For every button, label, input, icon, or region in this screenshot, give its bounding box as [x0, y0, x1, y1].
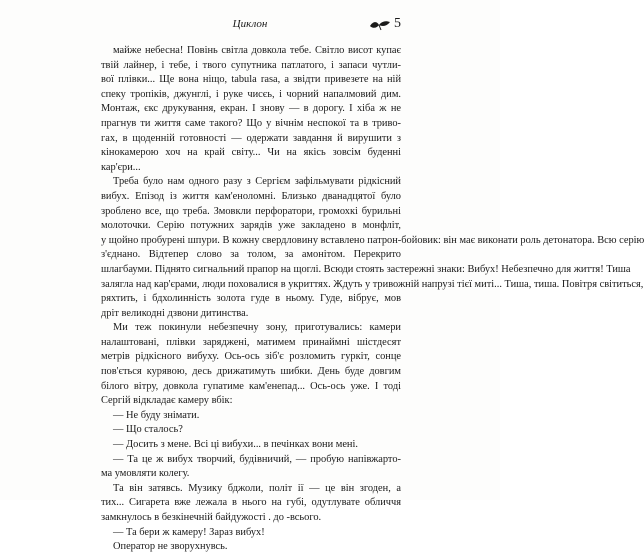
text-line: вої плівки... Ще вона ніщо, tabula rasa, а звідти привезете на ній — [101, 74, 401, 86]
paragraph — [101, 175, 644, 321]
text-line: гах, в щоденній готовності — одержати завдання й вирушити з — [101, 132, 401, 144]
text-line: налаштовані, плівки заряджені, матимем принаймні шістдесят — [101, 336, 401, 348]
text-line: шлагбауми. Піднято сигнальний прапор на щоглі. Всюди стоять застережні знаки: Вибух! Небезпечно для життя! Тиша — [101, 263, 631, 275]
text-line: кінокамерою хоч на край світу... Чи на якісь зовсім буденні — [101, 147, 401, 159]
text-line: білого вітру, довкола гупатиме кам'енепад... Ось-ось уже. І тоді — [101, 380, 401, 392]
text-line: — Що сталось? — [113, 424, 183, 436]
text-line: зроблено все, що треба. Змовкли перфоратори, громохкі бурильні — [101, 205, 401, 217]
paragraph — [101, 321, 401, 409]
text-line: тих... Сигарета вже лежала в нього на губі, одутлувате обличчя — [101, 497, 401, 509]
paragraph — [101, 482, 401, 526]
paragraph — [101, 526, 401, 541]
text-line: у щойно пробурені шпури. В кожну свердловину вставлено патрон-бойовик: він має виконати роль детонатора. Всю серію — [101, 234, 644, 246]
paragraph — [101, 453, 401, 482]
text-line: Оператор не зворухнувсь. — [113, 541, 228, 553]
text-line: майже небесна! Повінь світла довкола тебе. Світло висот купає — [113, 45, 401, 56]
page-number: 5 — [394, 16, 401, 31]
text-line: ма умовляти колегу. — [101, 468, 190, 480]
text-line: залягла над кар'єрами, люди поховалися в укриттях. Ждуть у тривожній напрузі тієї миті... Тиша, тиша. Повітря світиться, — [101, 278, 644, 290]
paragraph — [101, 438, 401, 453]
text-line: — Не буду знімати. — [113, 409, 200, 421]
text-line: кар'єри... — [101, 161, 141, 173]
text-line: Сергій відкладає камеру вбік: — [101, 395, 233, 407]
paragraph — [101, 409, 401, 424]
text-line: метрів рідкісного вибуху. Ось-ось зіб'є розломить гуркіт, сонце — [101, 351, 401, 363]
text-line: Монтаж, єкс друкування, екран. І знову — в дорогу. І хіба ж не — [101, 103, 401, 115]
text-line: замкнулось в безкінечній байдужості . до -всього. — [101, 512, 322, 523]
text-line: Ми теж покинули небезпечну зону, приготувались: камери — [113, 322, 401, 334]
text-line: — Та бери ж камеру! Зараз вибух! — [113, 526, 265, 538]
text-line: пов'ється курявою, десь дрижатимуть шибки. День буде довгим — [101, 366, 401, 378]
leaf-ornament-icon — [369, 19, 391, 31]
text-line: прагнув ти життя саме такого? Що у вічнім неспокої та в триво- — [101, 117, 401, 129]
text-line: — Досить з мене. Всі ці вибухи... в печінках вони мені. — [113, 439, 358, 451]
text-line: Треба було нам одного разу з Сергієм зафільмувати рідкісний — [113, 176, 401, 188]
text-line: твій лайнер, і тебе, і твого супутника патлатого, і запаси чутли- — [101, 59, 401, 71]
text-line: з'єднано. Відтепер слово за толом, за амонітом. Перекрито — [101, 249, 401, 261]
paragraph — [101, 423, 401, 438]
text-line: — Та це ж вибух творчий, будівничий, — пробую напівжарто- — [113, 453, 401, 465]
text-line: дріт великодні дзвони дитинства. — [101, 307, 249, 319]
paragraph — [101, 540, 401, 555]
text-line: спеку тропіків, джунглі, і руке чисєь, і чорний напалмовий дим. — [101, 88, 401, 100]
text-line: Та він затявсь. Музику бджоли, політ ії — це він згоден, а — [113, 482, 401, 494]
text-line: вибух. Епізод із життя кам'еноломні. Близько дванадцятої було — [101, 190, 401, 202]
text-line: ряхтить, і бдхолинність золота гуде в ньому. Гуде, вібрує, мов — [101, 293, 401, 305]
running-title: Циклон — [232, 18, 268, 30]
text-line: молоточки. Серію потужних зарядів уже закладено в монфліт, — [101, 220, 401, 232]
running-head — [0, 16, 500, 34]
paragraph — [101, 44, 401, 175]
body-text — [101, 44, 644, 555]
